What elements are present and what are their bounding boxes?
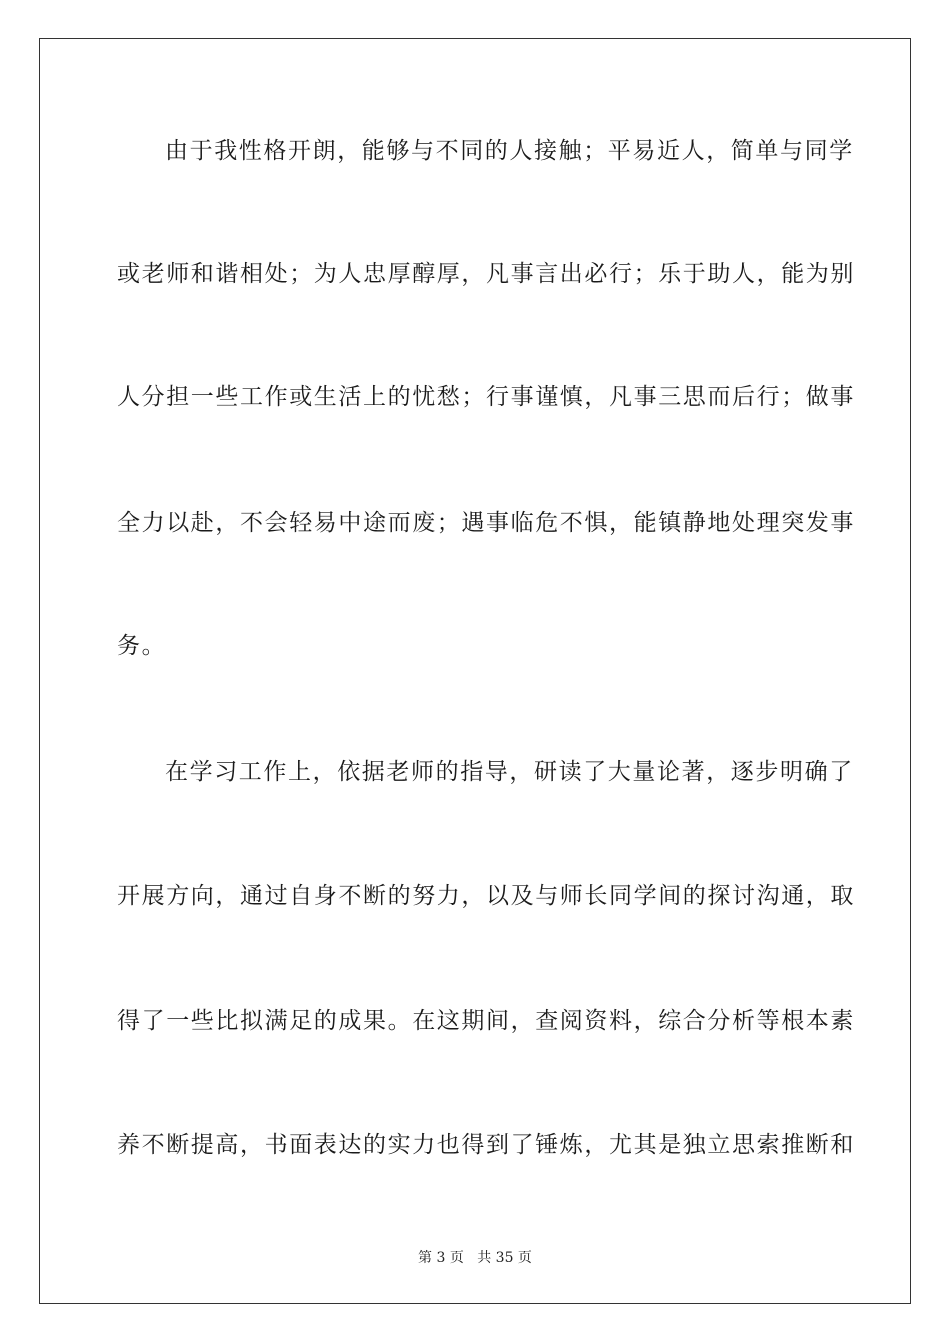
page-footer bbox=[0, 1248, 950, 1268]
paragraph-1-line-5: 务。 bbox=[117, 633, 167, 659]
paragraph-1-line-3: 人分担一些工作或生活上的忧愁；行事谨慎，凡事三思而后行；做事 bbox=[117, 384, 855, 410]
page-total: 共 35 页 bbox=[477, 1250, 532, 1266]
paragraph-2-line-4: 养不断提高，书面表达的实力也得到了锤炼，尤其是独立思索推断和 bbox=[117, 1132, 855, 1158]
paragraph-1-line-1: 由于我性格开朗，能够与不同的人接触；平易近人，简单与同学 bbox=[165, 138, 854, 164]
page-number: 第 3 页 bbox=[418, 1250, 464, 1266]
paragraph-1-line-4: 全力以赴，不会轻易中途而废；遇事临危不惧，能镇静地处理突发事 bbox=[117, 510, 855, 536]
paragraph-2-line-1: 在学习工作上，依据老师的指导，研读了大量论著，逐步明确了 bbox=[165, 759, 854, 785]
page-border bbox=[39, 38, 911, 1304]
paragraph-1-line-2: 或老师和谐相处；为人忠厚醇厚，凡事言出必行；乐于助人，能为别 bbox=[117, 261, 855, 287]
paragraph-2-line-3: 得了一些比拟满足的成果。在这期间，查阅资料，综合分析等根本素 bbox=[117, 1008, 855, 1034]
paragraph-2-line-2: 开展方向，通过自身不断的努力，以及与师长同学间的探讨沟通，取 bbox=[117, 883, 855, 909]
